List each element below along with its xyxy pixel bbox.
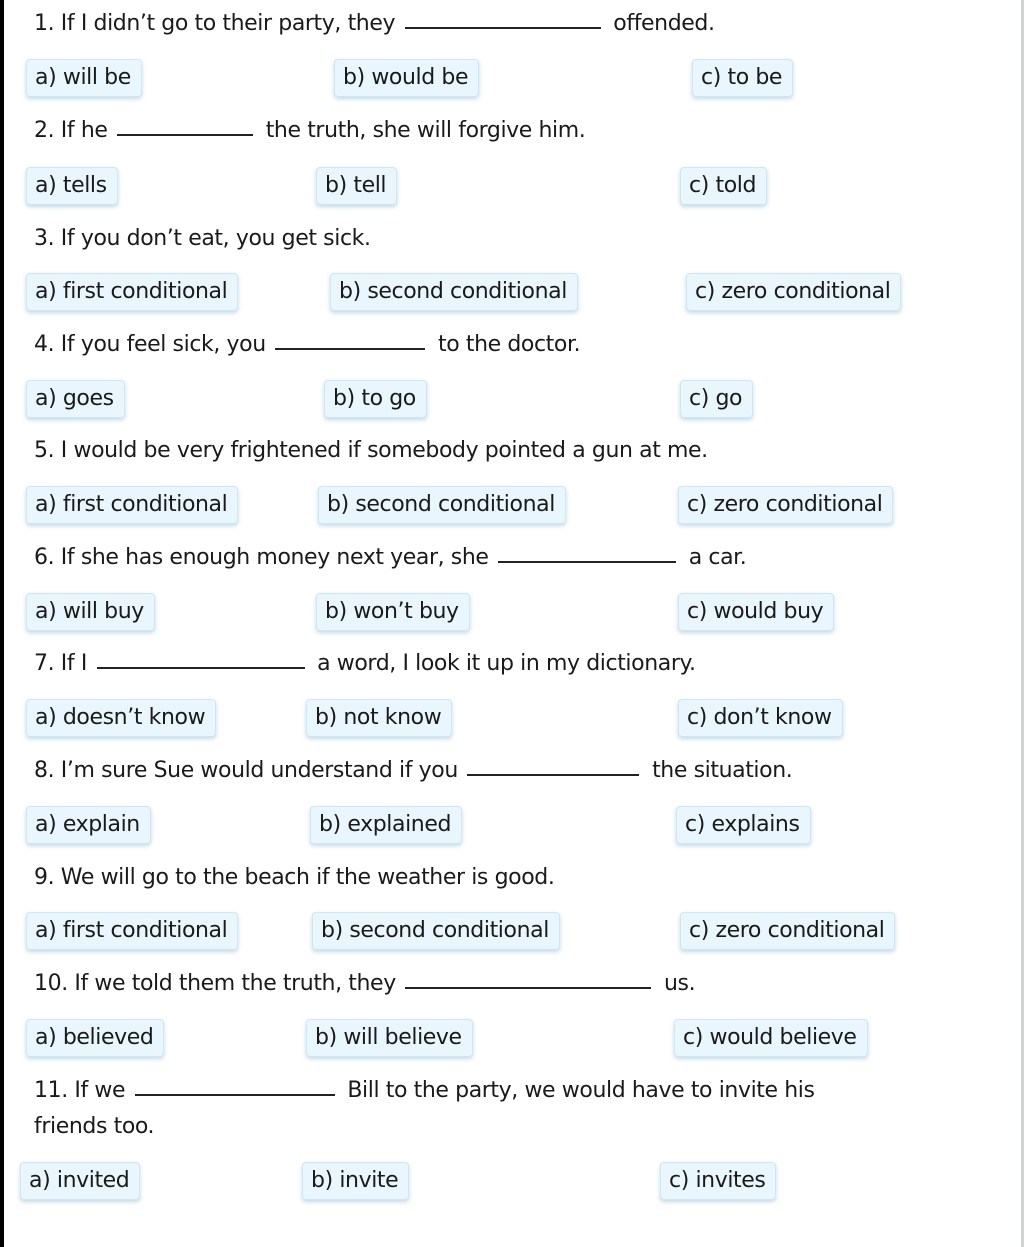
question-text-before: If I didn’t go to their party, they — [60, 11, 396, 36]
question-3 — [34, 221, 984, 257]
question-number: 3. — [34, 226, 55, 251]
answer-blank — [467, 774, 639, 776]
question-8 — [34, 753, 984, 789]
option-a[interactable]: a) will be — [26, 59, 142, 97]
option-a[interactable]: a) first conditional — [26, 912, 238, 950]
question-text-after: us. — [664, 971, 696, 996]
question-10 — [34, 966, 984, 1002]
option-b[interactable]: b) not know — [306, 699, 452, 737]
question-text: If you don’t eat, you get sick. — [60, 226, 371, 251]
option-b[interactable]: b) to go — [324, 380, 427, 418]
option-c[interactable]: c) would buy — [678, 593, 834, 631]
option-a[interactable]: a) doesn’t know — [26, 699, 216, 737]
option-c[interactable]: c) invites — [660, 1162, 776, 1200]
left-border — [0, 0, 4, 1247]
question-2 — [34, 113, 984, 149]
option-c[interactable]: c) go — [680, 380, 753, 418]
option-c[interactable]: c) explains — [676, 806, 811, 844]
option-c[interactable]: c) to be — [692, 59, 793, 97]
question-number: 11. — [34, 1078, 68, 1103]
option-a[interactable]: a) invited — [20, 1162, 140, 1200]
option-c[interactable]: c) zero conditional — [680, 912, 895, 950]
question-text-after: the situation. — [652, 758, 793, 783]
option-b[interactable]: b) invite — [302, 1162, 409, 1200]
question-6 — [34, 540, 984, 576]
question-text: We will go to the beach if the weather is good. — [60, 865, 555, 890]
answer-blank — [117, 134, 253, 136]
option-c[interactable]: c) zero conditional — [678, 486, 893, 524]
question-text-after: to the doctor. — [437, 332, 581, 357]
answer-blank — [97, 667, 305, 669]
option-b[interactable]: b) second conditional — [312, 912, 560, 950]
option-a[interactable]: a) will buy — [26, 593, 155, 631]
question-text-before: If we told them the truth, they — [74, 971, 396, 996]
option-c[interactable]: c) told — [680, 167, 767, 205]
question-text-after: a car. — [688, 545, 747, 570]
answer-blank — [405, 27, 601, 29]
question-text-after: a word, I look it up in my dictionary. — [317, 651, 696, 676]
question-7 — [34, 646, 984, 682]
option-b[interactable]: b) would be — [334, 59, 479, 97]
option-a[interactable]: a) first conditional — [26, 273, 238, 311]
question-number: 7. — [34, 651, 55, 676]
answer-blank — [275, 348, 425, 350]
question-text-after: offended. — [613, 11, 715, 36]
option-c[interactable]: c) would believe — [674, 1019, 868, 1057]
question-1 — [34, 6, 984, 42]
option-b[interactable]: b) will believe — [306, 1019, 473, 1057]
option-a[interactable]: a) tells — [26, 167, 118, 205]
option-a[interactable]: a) explain — [26, 806, 151, 844]
question-number: 2. — [34, 118, 55, 143]
question-11 — [34, 1073, 894, 1145]
question-text-before: If he — [60, 118, 108, 143]
option-a[interactable]: a) goes — [26, 380, 125, 418]
question-number: 4. — [34, 332, 55, 357]
question-4 — [34, 327, 984, 363]
answer-blank — [135, 1094, 335, 1096]
answer-blank — [498, 561, 676, 563]
option-b[interactable]: b) explained — [310, 806, 462, 844]
question-number: 9. — [34, 865, 55, 890]
option-a[interactable]: a) believed — [26, 1019, 164, 1057]
option-b[interactable]: b) second conditional — [318, 486, 566, 524]
option-c[interactable]: c) zero conditional — [686, 273, 901, 311]
question-text-before: If she has enough money next year, she — [60, 545, 489, 570]
question-9 — [34, 860, 984, 896]
question-5 — [34, 433, 984, 469]
question-number: 10. — [34, 971, 68, 996]
question-text-before: If you feel sick, you — [60, 332, 266, 357]
question-text: I would be very frightened if somebody pointed a gun at me. — [60, 438, 708, 463]
option-b[interactable]: b) second conditional — [330, 273, 578, 311]
question-text-before: If I — [60, 651, 87, 676]
question-number: 1. — [34, 11, 55, 36]
question-text-after: the truth, she will forgive him. — [265, 118, 586, 143]
question-text-before: I’m sure Sue would understand if you — [60, 758, 458, 783]
answer-blank — [405, 987, 651, 989]
option-b[interactable]: b) tell — [316, 167, 397, 205]
option-a[interactable]: a) first conditional — [26, 486, 238, 524]
option-b[interactable]: b) won’t buy — [316, 593, 470, 631]
question-number: 6. — [34, 545, 55, 570]
question-text-after: Bill to the party, we would have to invite his friends too. — [34, 1078, 815, 1139]
question-number: 5. — [34, 438, 55, 463]
option-c[interactable]: c) don’t know — [678, 699, 843, 737]
question-number: 8. — [34, 758, 55, 783]
question-text-before: If we — [74, 1078, 126, 1103]
